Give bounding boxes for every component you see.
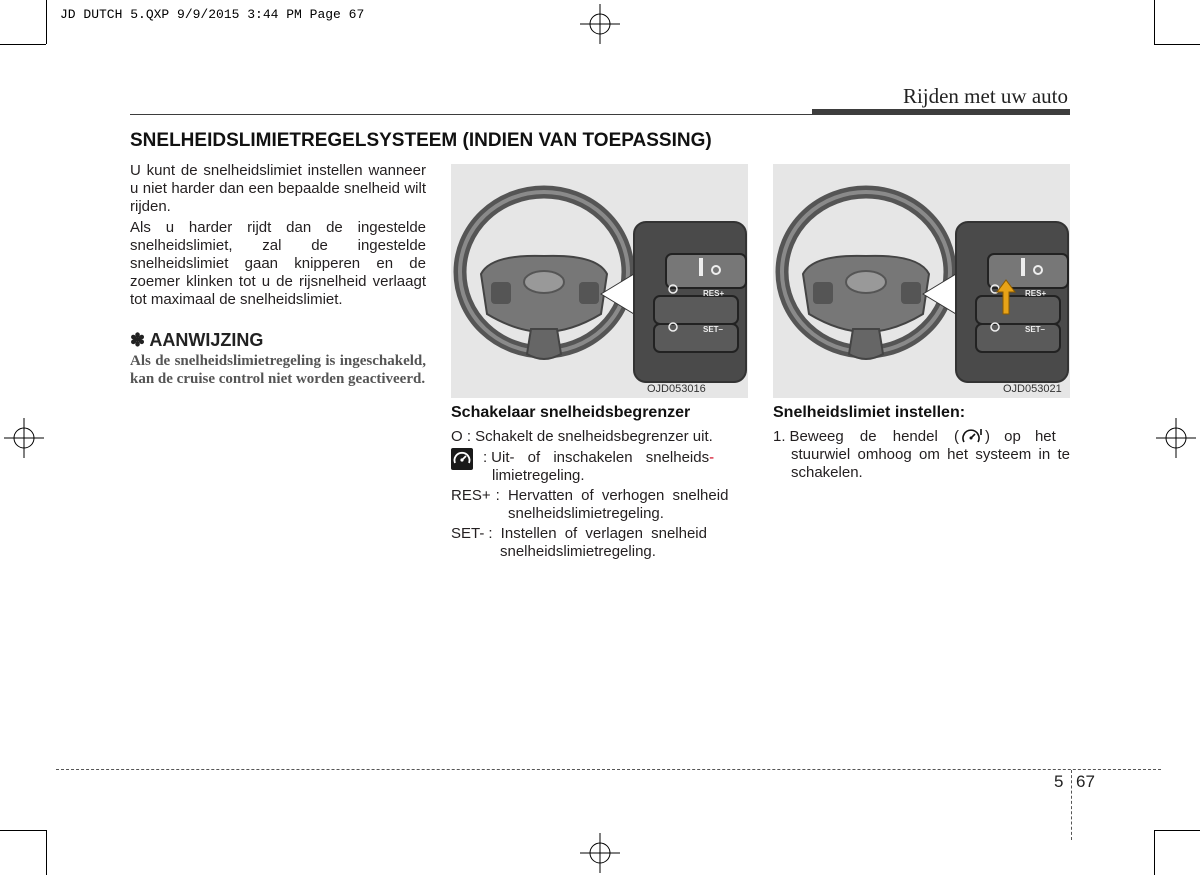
switch-item-set — [451, 525, 748, 561]
speed-limiter-icon — [451, 448, 473, 470]
switch-item-o: O : Schakelt de snelheidsbegrenzer uit. — [451, 428, 713, 445]
switch-item-limiter-text-a: Uit- of inschakelen snelheids — [491, 449, 710, 466]
crop-mark — [1154, 830, 1155, 875]
set-minus-label: SET– — [703, 325, 724, 334]
steering-wheel-figure-2 — [773, 164, 1070, 398]
note-text: Als de snelheidslimietregeling is ingeschakeld, kan de cruise control niet worden geactiveerd. — [130, 353, 426, 387]
crop-mark — [46, 0, 47, 44]
crop-mark — [46, 830, 47, 875]
chapter-title: Rijden met uw auto — [902, 84, 1068, 108]
section-number: 5 — [1054, 772, 1064, 791]
crop-mark — [1154, 44, 1200, 45]
switch-item-limiter-colon: : — [483, 449, 488, 466]
set-limit-heading: Snelheidslimiet instellen: — [773, 404, 966, 421]
registration-mark-icon — [580, 833, 620, 873]
registration-mark-icon — [580, 4, 620, 44]
set-key: SET- — [451, 525, 485, 542]
res-plus-label: RES+ — [703, 289, 725, 298]
step-number: 1. — [773, 428, 786, 445]
set-text-b: snelheidslimietregeling. — [500, 543, 656, 560]
crop-mark — [0, 830, 46, 831]
crop-mark — [0, 44, 46, 45]
switch-heading: Schakelaar snelheidsbegrenzer — [451, 404, 691, 421]
registration-mark-icon — [1156, 418, 1196, 458]
set-limit-step-1 — [773, 428, 1070, 482]
page-number: 67 — [1076, 772, 1095, 791]
res-text-b: snelheidslimietregeling. — [508, 505, 664, 522]
steering-wheel-illustration — [773, 164, 1070, 398]
switch-item-limiter-hyphen: - — [709, 449, 715, 466]
footer-vertical-rule — [1071, 770, 1072, 840]
steering-wheel-illustration — [451, 164, 748, 398]
intro-paragraph-1: U kunt de snelheidslimiet instellen wanneer u niet harder dan een bepaalde snelheid wilt rijden. — [130, 162, 426, 215]
res-key: RES+ — [451, 487, 491, 504]
figure-code: OJD053016 — [647, 383, 706, 395]
registration-mark-icon — [4, 418, 44, 458]
figure-code: OJD053021 — [1003, 383, 1062, 395]
res-text-a: : Hervatten of verhogen snelheid — [495, 487, 729, 504]
note-title: ✽ AANWIJZING — [130, 330, 264, 350]
footer-dashed-rule — [56, 769, 1161, 770]
print-slug: JD DUTCH 5.QXP 9/9/2015 3:44 PM Page 67 — [60, 7, 365, 22]
switch-item-res — [451, 487, 748, 523]
header-bar — [812, 109, 1070, 115]
set-minus-label: SET– — [1025, 325, 1046, 334]
crop-mark — [1154, 830, 1200, 831]
step-text-a: Beweeg de hendel ( — [789, 428, 959, 445]
intro-paragraph-2: Als u harder rijdt dan de ingestelde snelheidslimiet, zal de ingestelde snelheidslimiet gaan knipperen en de zoemer klinken tot u de rijsnelheid verlaagt tot maximaal de snelheidslimiet. — [130, 219, 426, 308]
switch-item-limiter-text-b: limietregeling. — [492, 467, 585, 484]
speed-limiter-icon — [961, 428, 983, 446]
intro-text — [130, 162, 426, 312]
crop-mark — [1154, 0, 1155, 44]
section-title: SNELHEIDSLIMIETREGELSYSTEEM (INDIEN VAN TOEPASSING) — [130, 130, 712, 151]
steering-wheel-figure-1 — [451, 164, 748, 398]
switch-item-limiter — [483, 449, 748, 485]
set-text-a: : Instellen of verlagen snelheid — [488, 525, 707, 542]
step-text-b: ) op het — [984, 428, 1056, 445]
step-text-c: stuurwiel omhoog om het systeem in te schakelen. — [791, 446, 1070, 481]
res-plus-label: RES+ — [1025, 289, 1047, 298]
